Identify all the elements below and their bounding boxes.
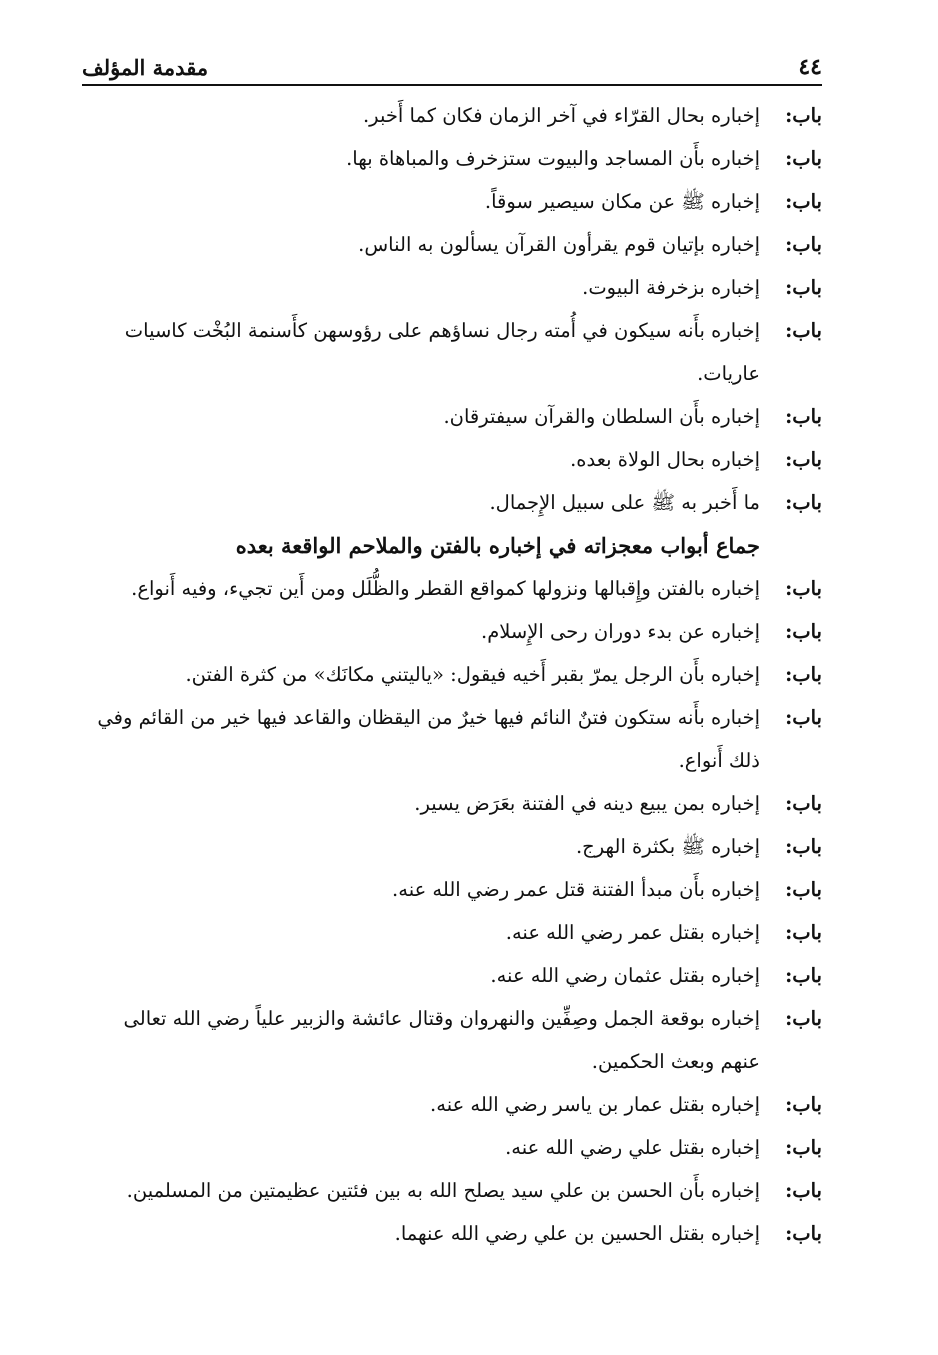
entry-text: إخباره بوقعة الجمل وصِفِّين والنهروان وقتال عائشة والزبير علياً رضي الله تعالى عنهم وبعث الحكمين. — [123, 1007, 760, 1073]
chapter-list — [82, 94, 822, 1255]
entry-text: إخباره بأَن الرجل يمرّ بقبر أَخيه فيقول: «ياليتني مكانَك» من كثرة الفتن. — [185, 663, 760, 686]
section-title: مقدمة المؤلف — [82, 54, 209, 80]
entry-text: إخباره بأَن مبدأ الفتنة قتل عمر رضي الله عنه. — [392, 878, 760, 901]
entry-text: إخباره بأَن الحسن بن علي سيد يصلح الله به بين فئتين عظيمتين من المسلمين. — [126, 1179, 760, 1202]
bab-label: باب: — [785, 1007, 822, 1030]
entry-text: إخباره بأَن السلطان والقرآن سيفترقان. — [443, 405, 760, 428]
entry-text: إخباره بإتيان قوم يقرأون القرآن يسألون به الناس. — [358, 233, 760, 256]
bab-label: باب: — [785, 663, 822, 686]
book-page — [82, 50, 822, 1255]
bab-label: باب: — [785, 878, 822, 901]
bab-label: باب: — [785, 1093, 822, 1116]
bab-label: باب: — [785, 233, 822, 256]
chapter-entry — [82, 266, 822, 309]
chapter-entry — [82, 825, 822, 868]
entry-text: إخباره بزخرفة البيوت. — [582, 276, 760, 299]
bab-label: باب: — [785, 706, 822, 729]
chapter-entry — [82, 610, 822, 653]
chapter-entry — [82, 911, 822, 954]
bab-label: باب: — [785, 319, 822, 342]
chapter-entry — [82, 782, 822, 825]
bab-label: باب: — [785, 921, 822, 944]
section-heading: جماع أبواب معجزاته في إخباره بالفتن والملاحم الواقعة بعده — [235, 533, 760, 558]
bab-label: باب: — [785, 491, 822, 514]
bab-label: باب: — [785, 1136, 822, 1159]
chapter-entry — [82, 567, 822, 610]
bab-label: باب: — [785, 577, 822, 600]
bab-label: باب: — [785, 1222, 822, 1245]
chapter-entry — [82, 309, 822, 395]
chapter-entry — [82, 1083, 822, 1126]
bab-label: باب: — [785, 1179, 822, 1202]
chapter-list-part1 — [82, 94, 822, 524]
entry-text: إخباره ﷺ بكثرة الهرج. — [575, 835, 760, 858]
bab-label: باب: — [785, 835, 822, 858]
chapter-entry — [82, 395, 822, 438]
entry-text: إخباره بقتل عمر رضي الله عنه. — [505, 921, 760, 944]
bab-label: باب: — [785, 190, 822, 213]
entry-text: إخباره بقتل عثمان رضي الله عنه. — [490, 964, 760, 987]
entry-text: إخباره بالفتن وإِقبالها ونزولها كمواقع القطر والظُّلَل ومن أَين تجيء، وفيه أَنواع. — [131, 577, 760, 600]
entry-text: إخباره بحال القرّاء في آخر الزمان فكان كما أَخبر. — [362, 104, 760, 127]
entry-text: إخباره بمن يبيع دينه في الفتنة بعَرَض يسير. — [414, 792, 760, 815]
chapter-entry — [82, 94, 822, 137]
page-number: ٤٤ — [798, 54, 822, 80]
bab-label: باب: — [785, 792, 822, 815]
chapter-entry — [82, 997, 822, 1083]
chapter-entry — [82, 1126, 822, 1169]
bab-label: باب: — [785, 964, 822, 987]
chapter-entry — [82, 1212, 822, 1255]
bab-label: باب: — [785, 620, 822, 643]
chapter-entry — [82, 223, 822, 266]
bab-label: باب: — [785, 276, 822, 299]
entry-text: إخباره بقتل عمار بن ياسر رضي الله عنه. — [430, 1093, 760, 1116]
entry-text: إخباره بقتل الحسين بن علي رضي الله عنهما. — [394, 1222, 760, 1245]
entry-text: إخباره بأَنه سيكون في أُمته رجال نساؤهم على رؤوسهن كأَسنمة البُخْت كاسيات عاريات. — [124, 319, 760, 385]
running-head — [82, 50, 822, 86]
chapter-entry — [82, 954, 822, 997]
bab-label: باب: — [785, 104, 822, 127]
chapter-entry — [82, 868, 822, 911]
chapter-list-part2 — [82, 567, 822, 1255]
entry-text: إخباره بأَنه ستكون فتنٌ النائم فيها خيرٌ من اليقظان والقاعد فيها خير من القائم وفي ذلك أَنواع. — [97, 706, 760, 772]
entry-text: إخباره بقتل علي رضي الله عنه. — [505, 1136, 760, 1159]
chapter-entry — [82, 180, 822, 223]
entry-text: إخباره بأَن المساجد والبيوت ستزخرف والمباهاة بها. — [346, 147, 760, 170]
chapter-entry — [82, 137, 822, 180]
entry-text: إخباره بحال الولاة بعده. — [570, 448, 760, 471]
entry-text: ما أَخبر به ﷺ على سبيل الإِجمال. — [489, 491, 760, 514]
bab-label: باب: — [785, 448, 822, 471]
chapter-entry — [82, 696, 822, 782]
entry-text: إخباره ﷺ عن مكان سيصير سوقاً. — [484, 190, 760, 213]
chapter-entry — [82, 653, 822, 696]
bab-label: باب: — [785, 405, 822, 428]
chapter-entry — [82, 438, 822, 481]
chapter-entry — [82, 1169, 822, 1212]
chapter-entry — [82, 481, 822, 524]
entry-text: إخباره عن بدء دوران رحى الإِسلام. — [481, 620, 760, 643]
bab-label: باب: — [785, 147, 822, 170]
